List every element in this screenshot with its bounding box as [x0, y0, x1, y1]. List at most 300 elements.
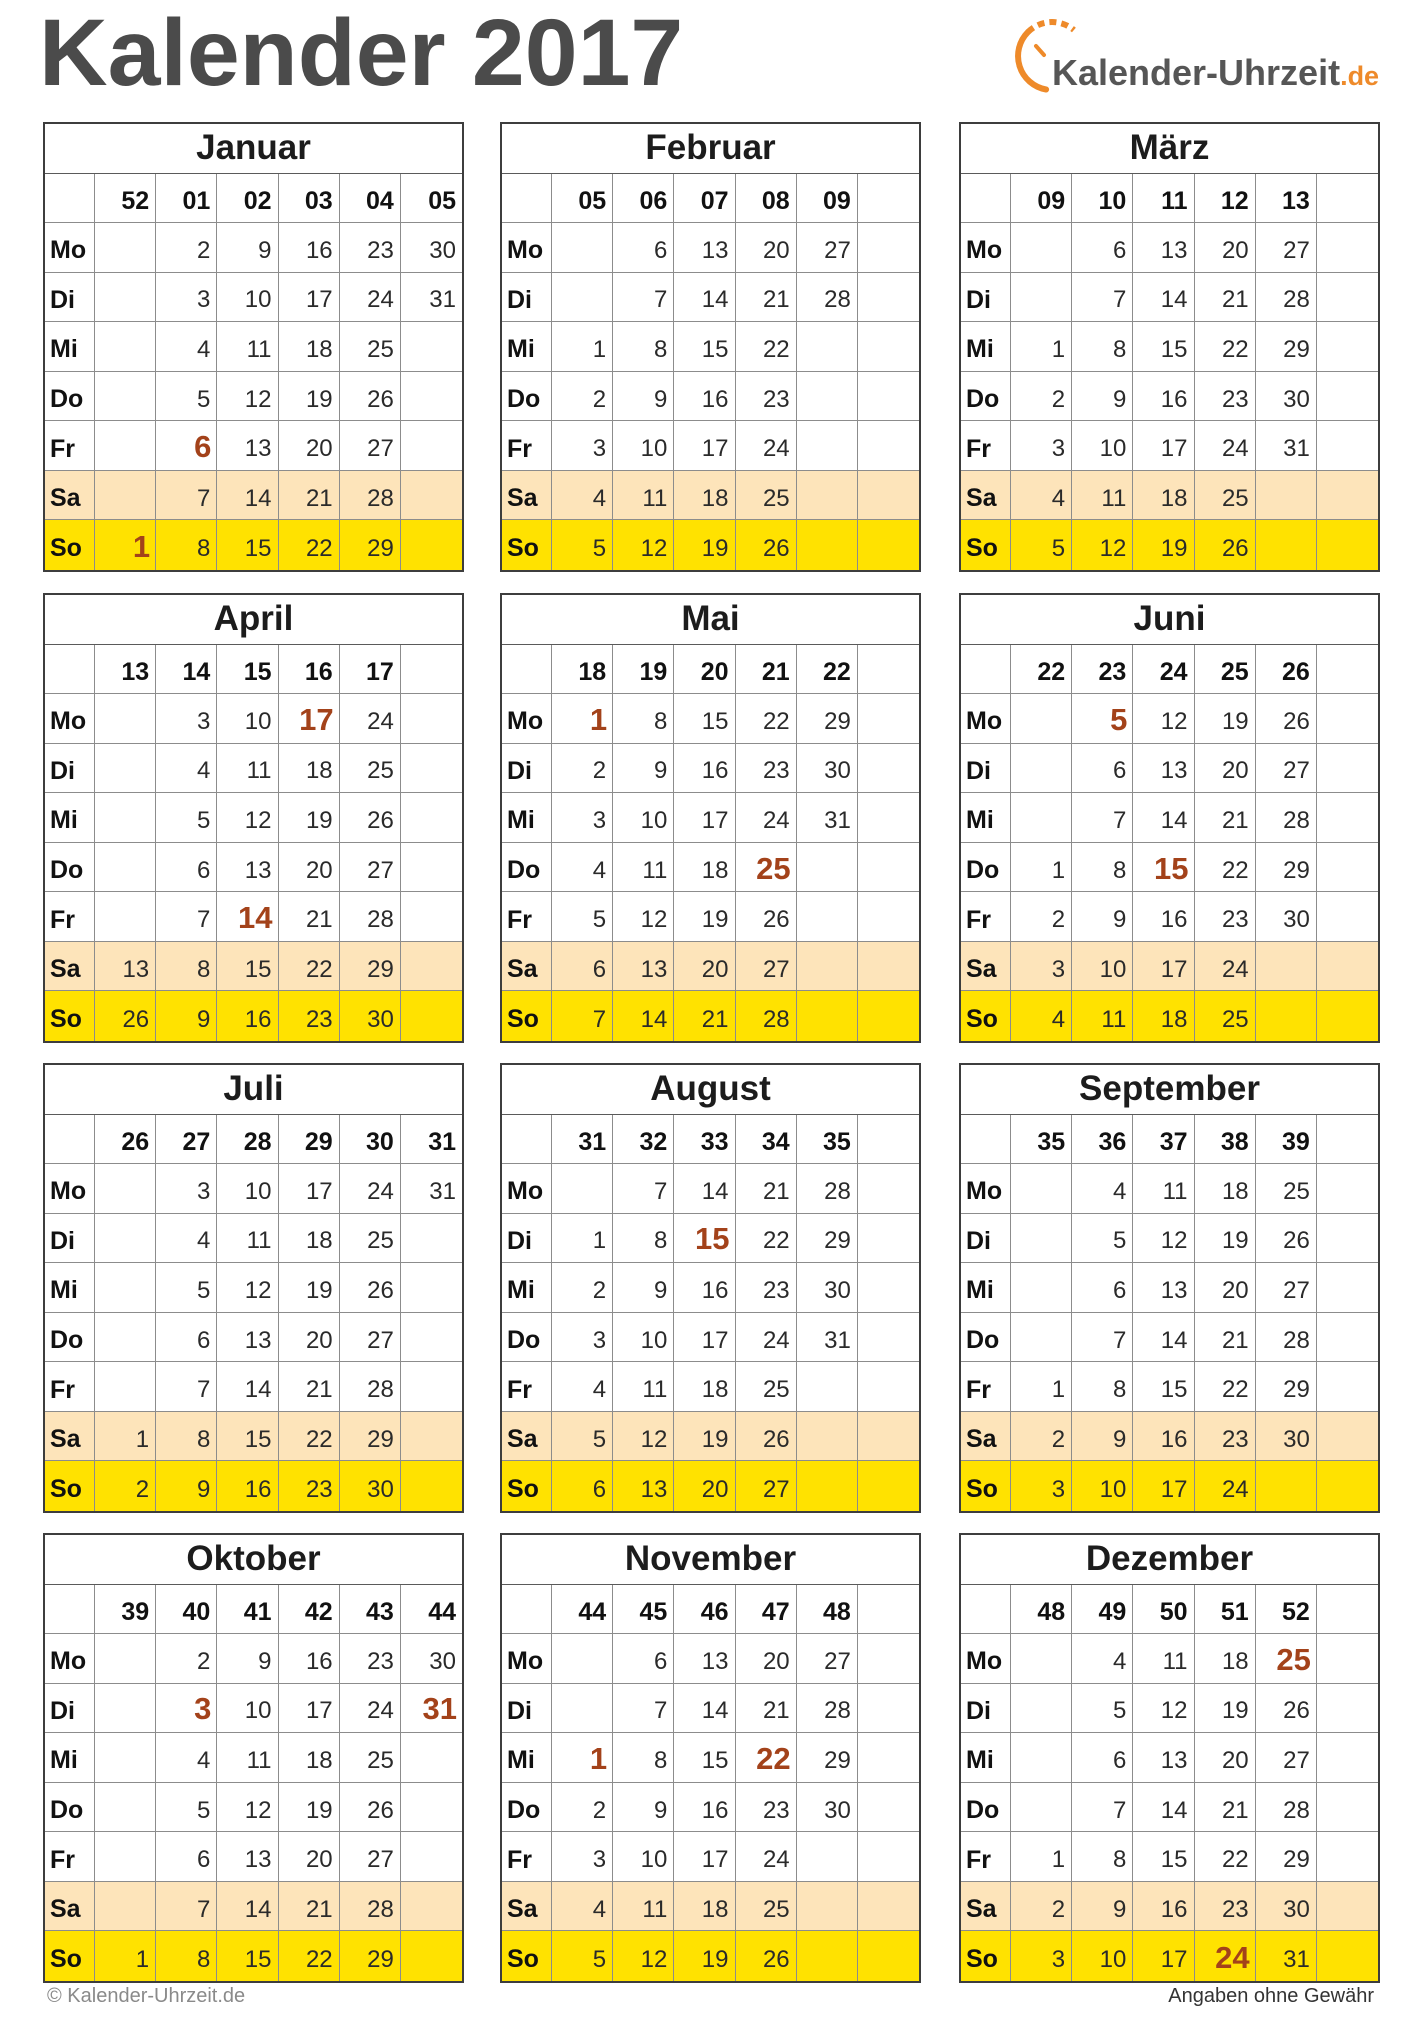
- day-cell: [95, 1263, 156, 1313]
- week-number: 35: [797, 1115, 858, 1165]
- day-cell: [858, 1362, 919, 1412]
- day-cell: 18: [674, 843, 735, 893]
- day-cell: 16: [1133, 892, 1194, 942]
- day-cell: [858, 1263, 919, 1313]
- day-cell: 27: [736, 1461, 797, 1511]
- day-cell: [797, 991, 858, 1041]
- weekday-label: Fr: [502, 1362, 552, 1412]
- day-cell: 30: [797, 1263, 858, 1313]
- day-cell: 19: [1195, 1684, 1256, 1734]
- weekday-label: Sa: [502, 471, 552, 521]
- week-number: 13: [1256, 174, 1317, 224]
- day-cell: [95, 1733, 156, 1783]
- day-cell: 30: [1256, 1412, 1317, 1462]
- weekday-label: Mo: [961, 1164, 1011, 1214]
- day-cell: 5: [156, 372, 217, 422]
- day-cell: 30: [797, 744, 858, 794]
- weekday-label: Mo: [502, 223, 552, 273]
- day-cell: 23: [340, 223, 401, 273]
- day-cell: [858, 520, 919, 570]
- day-cell: 11: [1133, 1634, 1194, 1684]
- day-cell: [401, 1931, 462, 1981]
- day-cell: 8: [613, 1733, 674, 1783]
- day-cell: 4: [552, 1362, 613, 1412]
- day-cell: 29: [1256, 1362, 1317, 1412]
- day-cell: [401, 1214, 462, 1264]
- day-cell: 9: [1072, 1412, 1133, 1462]
- weekday-label: Fr: [961, 421, 1011, 471]
- day-cell: 13: [217, 843, 278, 893]
- day-cell: [1256, 991, 1317, 1041]
- page-title: Kalender 2017: [39, 0, 684, 106]
- month-name: Oktober: [45, 1535, 462, 1585]
- day-cell: 21: [736, 1164, 797, 1214]
- day-cell: 21: [279, 471, 340, 521]
- day-cell: 27: [1256, 1263, 1317, 1313]
- day-cell: [401, 793, 462, 843]
- day-cell: 27: [1256, 223, 1317, 273]
- day-cell: 22: [736, 322, 797, 372]
- day-cell: 20: [736, 223, 797, 273]
- day-cell: 31: [797, 793, 858, 843]
- day-cell: 3: [1011, 421, 1072, 471]
- day-cell: 27: [797, 1634, 858, 1684]
- week-number: 48: [797, 1585, 858, 1635]
- day-cell: 17: [1133, 942, 1194, 992]
- day-cell: 22: [736, 694, 797, 744]
- day-cell: 6: [552, 1461, 613, 1511]
- week-number: 22: [1011, 645, 1072, 695]
- day-cell: [858, 1684, 919, 1734]
- day-cell: 13: [95, 942, 156, 992]
- month-dezember: [959, 1533, 1380, 1983]
- day-cell: [1317, 471, 1378, 521]
- week-number: [1317, 645, 1378, 695]
- day-cell: 4: [1072, 1164, 1133, 1214]
- week-number: 14: [156, 645, 217, 695]
- week-number: 25: [1195, 645, 1256, 695]
- month-juni: [959, 593, 1380, 1043]
- month-juli: [43, 1063, 464, 1513]
- day-cell: 16: [217, 991, 278, 1041]
- week-number: 49: [1072, 1585, 1133, 1635]
- weekday-label: Sa: [502, 942, 552, 992]
- day-cell: 18: [279, 1214, 340, 1264]
- holiday-day-cell: 1: [95, 520, 156, 570]
- day-cell: [1317, 1783, 1378, 1833]
- day-cell: 19: [674, 520, 735, 570]
- day-cell: 6: [156, 843, 217, 893]
- month-februar: [500, 122, 921, 572]
- day-cell: [797, 1461, 858, 1511]
- day-cell: 13: [217, 1313, 278, 1363]
- day-cell: [1317, 1733, 1378, 1783]
- week-number: [858, 174, 919, 224]
- day-cell: [95, 892, 156, 942]
- weekday-label: Mi: [502, 322, 552, 372]
- day-cell: [401, 694, 462, 744]
- day-cell: 20: [1195, 1263, 1256, 1313]
- day-cell: 18: [279, 1733, 340, 1783]
- day-cell: 15: [1133, 1832, 1194, 1882]
- day-cell: 15: [217, 520, 278, 570]
- week-number: 05: [401, 174, 462, 224]
- month-name: Januar: [45, 124, 462, 174]
- day-cell: [858, 1783, 919, 1833]
- holiday-day-cell: 24: [1195, 1931, 1256, 1981]
- day-cell: 8: [1072, 322, 1133, 372]
- weekday-label: Fr: [45, 1362, 95, 1412]
- day-cell: 29: [797, 1733, 858, 1783]
- day-cell: 20: [1195, 1733, 1256, 1783]
- day-cell: [1317, 942, 1378, 992]
- day-cell: [858, 1832, 919, 1882]
- day-cell: 6: [1072, 1733, 1133, 1783]
- day-cell: 21: [279, 892, 340, 942]
- day-cell: 9: [1072, 372, 1133, 422]
- day-cell: 24: [736, 793, 797, 843]
- day-cell: 11: [613, 1882, 674, 1932]
- day-cell: 27: [340, 421, 401, 471]
- day-cell: 28: [797, 1164, 858, 1214]
- weekday-label: Sa: [502, 1412, 552, 1462]
- day-cell: [1317, 1931, 1378, 1981]
- day-cell: 30: [401, 1634, 462, 1684]
- day-cell: 3: [552, 421, 613, 471]
- day-cell: [858, 694, 919, 744]
- day-cell: 15: [217, 1931, 278, 1981]
- day-cell: 27: [1256, 744, 1317, 794]
- day-cell: 10: [613, 421, 674, 471]
- day-cell: 28: [797, 273, 858, 323]
- day-cell: 14: [217, 1362, 278, 1412]
- day-cell: [797, 520, 858, 570]
- day-cell: [401, 471, 462, 521]
- day-cell: 8: [156, 520, 217, 570]
- day-cell: [858, 1634, 919, 1684]
- day-cell: 19: [279, 372, 340, 422]
- day-cell: 9: [217, 1634, 278, 1684]
- day-cell: 3: [1011, 942, 1072, 992]
- day-cell: 7: [1072, 793, 1133, 843]
- holiday-day-cell: 14: [217, 892, 278, 942]
- day-cell: 7: [156, 892, 217, 942]
- day-cell: 17: [674, 421, 735, 471]
- day-cell: 4: [552, 471, 613, 521]
- day-cell: [797, 1412, 858, 1462]
- day-cell: [401, 942, 462, 992]
- day-cell: [1011, 1214, 1072, 1264]
- day-cell: [401, 744, 462, 794]
- month-name: November: [502, 1535, 919, 1585]
- weekday-label: Di: [45, 744, 95, 794]
- day-cell: [401, 843, 462, 893]
- day-cell: [1011, 1263, 1072, 1313]
- weekday-label: Do: [502, 372, 552, 422]
- month-maerz: [959, 122, 1380, 572]
- weekday-label: Mi: [45, 322, 95, 372]
- day-cell: [552, 1684, 613, 1734]
- week-number: 26: [1256, 645, 1317, 695]
- weekday-label: Mi: [502, 793, 552, 843]
- day-cell: [401, 372, 462, 422]
- weekday-label: Fr: [45, 892, 95, 942]
- weekday-label: Di: [45, 1214, 95, 1264]
- day-cell: [1317, 744, 1378, 794]
- day-cell: 21: [674, 991, 735, 1041]
- day-cell: 25: [340, 1733, 401, 1783]
- week-header-blank: [961, 1115, 1011, 1165]
- day-cell: 30: [340, 991, 401, 1041]
- day-cell: 26: [736, 1412, 797, 1462]
- week-header-blank: [502, 1115, 552, 1165]
- day-cell: 1: [1011, 843, 1072, 893]
- day-cell: 16: [279, 1634, 340, 1684]
- day-cell: 19: [674, 1931, 735, 1981]
- day-cell: 19: [279, 793, 340, 843]
- day-cell: 28: [797, 1684, 858, 1734]
- day-cell: 25: [736, 471, 797, 521]
- weekday-label: Di: [961, 1684, 1011, 1734]
- day-cell: 16: [217, 1461, 278, 1511]
- day-cell: [401, 1412, 462, 1462]
- day-cell: [1317, 793, 1378, 843]
- day-cell: 7: [613, 1164, 674, 1214]
- day-cell: [1011, 223, 1072, 273]
- day-cell: 13: [1133, 223, 1194, 273]
- day-cell: [858, 471, 919, 521]
- day-cell: 26: [1256, 1214, 1317, 1264]
- day-cell: 24: [340, 273, 401, 323]
- day-cell: 2: [1011, 372, 1072, 422]
- day-cell: 12: [1072, 520, 1133, 570]
- day-cell: [1011, 694, 1072, 744]
- week-header-blank: [502, 645, 552, 695]
- week-number: 03: [279, 174, 340, 224]
- day-cell: 19: [1133, 520, 1194, 570]
- day-cell: [1011, 1733, 1072, 1783]
- weekday-label: So: [961, 1931, 1011, 1981]
- day-cell: 15: [674, 322, 735, 372]
- day-cell: 4: [552, 1882, 613, 1932]
- day-cell: 9: [1072, 1882, 1133, 1932]
- weekday-label: Fr: [502, 892, 552, 942]
- holiday-day-cell: 25: [736, 843, 797, 893]
- day-cell: 31: [797, 1313, 858, 1363]
- weekday-label: So: [45, 1461, 95, 1511]
- day-cell: [95, 471, 156, 521]
- week-number: 40: [156, 1585, 217, 1635]
- day-cell: 4: [1072, 1634, 1133, 1684]
- day-cell: 26: [736, 520, 797, 570]
- weekday-label: Do: [961, 843, 1011, 893]
- day-cell: 23: [279, 1461, 340, 1511]
- weekday-label: Sa: [45, 1882, 95, 1932]
- day-cell: 17: [674, 1832, 735, 1882]
- holiday-day-cell: 25: [1256, 1634, 1317, 1684]
- day-cell: 28: [1256, 1313, 1317, 1363]
- month-name: September: [961, 1065, 1378, 1115]
- week-number: 21: [736, 645, 797, 695]
- day-cell: 22: [279, 1931, 340, 1981]
- day-cell: 29: [340, 942, 401, 992]
- month-november: [500, 1533, 921, 1983]
- day-cell: [1011, 1313, 1072, 1363]
- day-cell: 11: [217, 1214, 278, 1264]
- day-cell: 11: [1072, 471, 1133, 521]
- day-cell: 29: [797, 694, 858, 744]
- day-cell: 25: [1195, 991, 1256, 1041]
- day-cell: [1317, 1164, 1378, 1214]
- day-cell: 26: [1256, 1684, 1317, 1734]
- weekday-label: Fr: [502, 1832, 552, 1882]
- weekday-label: Mo: [502, 694, 552, 744]
- day-cell: 6: [156, 1313, 217, 1363]
- weekday-label: Sa: [961, 1882, 1011, 1932]
- weekday-label: Do: [45, 372, 95, 422]
- day-cell: 28: [1256, 793, 1317, 843]
- day-cell: 4: [156, 1733, 217, 1783]
- day-cell: 17: [279, 1164, 340, 1214]
- week-number: 04: [340, 174, 401, 224]
- day-cell: 18: [279, 744, 340, 794]
- weekday-label: So: [961, 991, 1011, 1041]
- day-cell: [95, 273, 156, 323]
- day-cell: 13: [674, 1634, 735, 1684]
- day-cell: 24: [340, 1684, 401, 1734]
- week-number: 12: [1195, 174, 1256, 224]
- holiday-day-cell: 17: [279, 694, 340, 744]
- day-cell: 2: [156, 1634, 217, 1684]
- day-cell: 22: [1195, 322, 1256, 372]
- weekday-label: Sa: [961, 1412, 1011, 1462]
- month-april: [43, 593, 464, 1043]
- day-cell: 12: [217, 1783, 278, 1833]
- day-cell: [858, 273, 919, 323]
- week-number: 07: [674, 174, 735, 224]
- day-cell: 21: [279, 1362, 340, 1412]
- week-number: 28: [217, 1115, 278, 1165]
- day-cell: [797, 1882, 858, 1932]
- day-cell: 7: [613, 273, 674, 323]
- weekday-label: Mi: [45, 1733, 95, 1783]
- day-cell: 25: [1195, 471, 1256, 521]
- weekday-label: So: [502, 1931, 552, 1981]
- week-number: [858, 1585, 919, 1635]
- day-cell: [1317, 1362, 1378, 1412]
- week-number: 10: [1072, 174, 1133, 224]
- day-cell: 7: [156, 1882, 217, 1932]
- week-number: 15: [217, 645, 278, 695]
- day-cell: [797, 1362, 858, 1412]
- day-cell: 16: [279, 223, 340, 273]
- day-cell: 20: [1195, 744, 1256, 794]
- day-cell: [1317, 322, 1378, 372]
- day-cell: 5: [156, 793, 217, 843]
- day-cell: 29: [340, 1412, 401, 1462]
- day-cell: [797, 322, 858, 372]
- day-cell: 14: [674, 1684, 735, 1734]
- day-cell: [95, 1362, 156, 1412]
- day-cell: 28: [1256, 273, 1317, 323]
- day-cell: 27: [340, 843, 401, 893]
- day-cell: [1317, 1412, 1378, 1462]
- day-cell: 11: [613, 471, 674, 521]
- day-cell: 23: [1195, 372, 1256, 422]
- day-cell: 20: [279, 843, 340, 893]
- day-cell: 17: [674, 793, 735, 843]
- day-cell: 22: [279, 520, 340, 570]
- day-cell: 3: [156, 273, 217, 323]
- day-cell: [1256, 520, 1317, 570]
- weekday-label: Mi: [502, 1733, 552, 1783]
- day-cell: [1317, 520, 1378, 570]
- day-cell: 6: [552, 942, 613, 992]
- day-cell: 8: [1072, 1832, 1133, 1882]
- week-number: [1317, 1585, 1378, 1635]
- day-cell: 28: [340, 892, 401, 942]
- day-cell: 20: [674, 942, 735, 992]
- day-cell: [1317, 421, 1378, 471]
- month-name: Mai: [502, 595, 919, 645]
- day-cell: 27: [1256, 1733, 1317, 1783]
- week-header-blank: [45, 1115, 95, 1165]
- day-cell: 13: [613, 942, 674, 992]
- day-cell: 9: [613, 372, 674, 422]
- day-cell: [1317, 372, 1378, 422]
- day-cell: 3: [552, 1313, 613, 1363]
- holiday-day-cell: 1: [552, 694, 613, 744]
- day-cell: 10: [217, 1164, 278, 1214]
- disclaimer: Angaben ohne Gewähr: [1168, 1985, 1374, 2007]
- weekday-label: Di: [45, 1684, 95, 1734]
- day-cell: [1317, 223, 1378, 273]
- day-cell: 25: [340, 322, 401, 372]
- day-cell: 18: [1195, 1634, 1256, 1684]
- day-cell: 16: [674, 744, 735, 794]
- day-cell: 16: [674, 1783, 735, 1833]
- day-cell: 24: [1195, 1461, 1256, 1511]
- weekday-label: Mo: [961, 223, 1011, 273]
- day-cell: 7: [613, 1684, 674, 1734]
- day-cell: [797, 843, 858, 893]
- weekday-label: Do: [502, 843, 552, 893]
- week-number: [1317, 1115, 1378, 1165]
- day-cell: 7: [156, 1362, 217, 1412]
- day-cell: [1011, 1684, 1072, 1734]
- week-number: 43: [340, 1585, 401, 1635]
- day-cell: 25: [1256, 1164, 1317, 1214]
- day-cell: [858, 322, 919, 372]
- day-cell: [1317, 991, 1378, 1041]
- day-cell: [1011, 744, 1072, 794]
- day-cell: 28: [340, 471, 401, 521]
- day-cell: 19: [279, 1263, 340, 1313]
- month-name: Dezember: [961, 1535, 1378, 1585]
- day-cell: [552, 1164, 613, 1214]
- week-number: 34: [736, 1115, 797, 1165]
- day-cell: 28: [340, 1362, 401, 1412]
- day-cell: 1: [1011, 1832, 1072, 1882]
- day-cell: [552, 223, 613, 273]
- holiday-day-cell: 1: [552, 1733, 613, 1783]
- day-cell: 18: [674, 471, 735, 521]
- day-cell: [95, 744, 156, 794]
- day-cell: [797, 1832, 858, 1882]
- day-cell: 9: [156, 991, 217, 1041]
- weekday-label: Fr: [45, 1832, 95, 1882]
- day-cell: 19: [674, 892, 735, 942]
